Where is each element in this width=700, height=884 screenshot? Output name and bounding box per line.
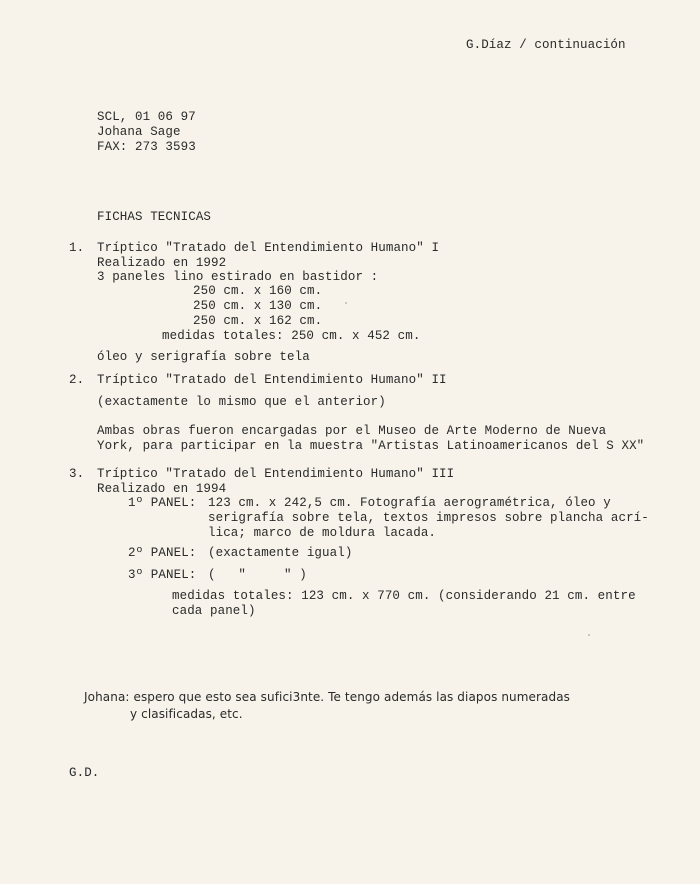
item-3-title: Tríptico "Tratado del Entendimiento Humano" III [97, 467, 455, 481]
item-1-total: medidas totales: 250 cm. x 452 cm. [162, 329, 421, 343]
item-1-dim-1: 250 cm. x 160 cm. [193, 284, 323, 298]
item-3-number: 3. [69, 467, 85, 481]
item-1-dim-2: 250 cm. x 130 cm. [193, 299, 323, 313]
panel-1-label: 1º PANEL: [128, 496, 197, 510]
signature-initials: G.D. [69, 766, 100, 780]
panel-1-line-3: lica; marco de moldura lacada. [208, 526, 437, 540]
commission-line-2: York, para participar en la muestra "Artistas Latinoamericanos del S XX" [97, 439, 645, 453]
item-3-year: Realizado en 1994 [97, 482, 227, 496]
item-1-panels-intro: 3 paneles lino estirado en bastidor : [97, 270, 379, 284]
note-line-2: y clasificadas, etc. [130, 707, 243, 721]
item-1-number: 1. [69, 241, 85, 255]
item-2-title: Tríptico "Tratado del Entendimiento Humano" II [97, 373, 447, 387]
panel-1-line-2: serigrafía sobre tela, textos impresos sobre plancha acrí- [208, 511, 649, 525]
panel-2-label: 2º PANEL: [128, 546, 197, 560]
section-title: FICHAS TECNICAS [97, 210, 212, 224]
recipient-name: Johana Sage [97, 125, 181, 139]
place-date: SCL, 01 06 97 [97, 110, 196, 124]
item-3-total-line-2: cada panel) [172, 604, 256, 618]
item-1-technique: óleo y serigrafía sobre tela [97, 350, 310, 364]
panel-2-text: (exactamente igual) [208, 546, 353, 560]
note-line-1: Johana: espero que esto sea sufici3nte. Te tengo además las diapos numeradas [84, 690, 571, 704]
continuation-header: G.Díaz / continuación [466, 38, 626, 52]
item-1-title: Tríptico "Tratado del Entendimiento Humano" I [97, 241, 440, 255]
item-2-number: 2. [69, 373, 85, 387]
item-1-dim-3: 250 cm. x 162 cm. [193, 314, 323, 328]
item-1-year: Realizado en 1992 [97, 256, 227, 270]
panel-1-line-1: 123 cm. x 242,5 cm. Fotografía aerogramétrica, óleo y [208, 496, 611, 510]
panel-3-text: ( " " ) [208, 568, 307, 582]
item-2-note: (exactamente lo mismo que el anterior) [97, 395, 386, 409]
item-3-total-line-1: medidas totales: 123 cm. x 770 cm. (considerando 21 cm. entre [172, 589, 636, 603]
paper-speck [345, 302, 347, 304]
commission-line-1: Ambas obras fueron encargadas por el Museo de Arte Moderno de Nueva [97, 424, 607, 438]
panel-3-label: 3º PANEL: [128, 568, 197, 582]
fax-number: FAX: 273 3593 [97, 140, 196, 154]
paper-speck [588, 634, 590, 636]
